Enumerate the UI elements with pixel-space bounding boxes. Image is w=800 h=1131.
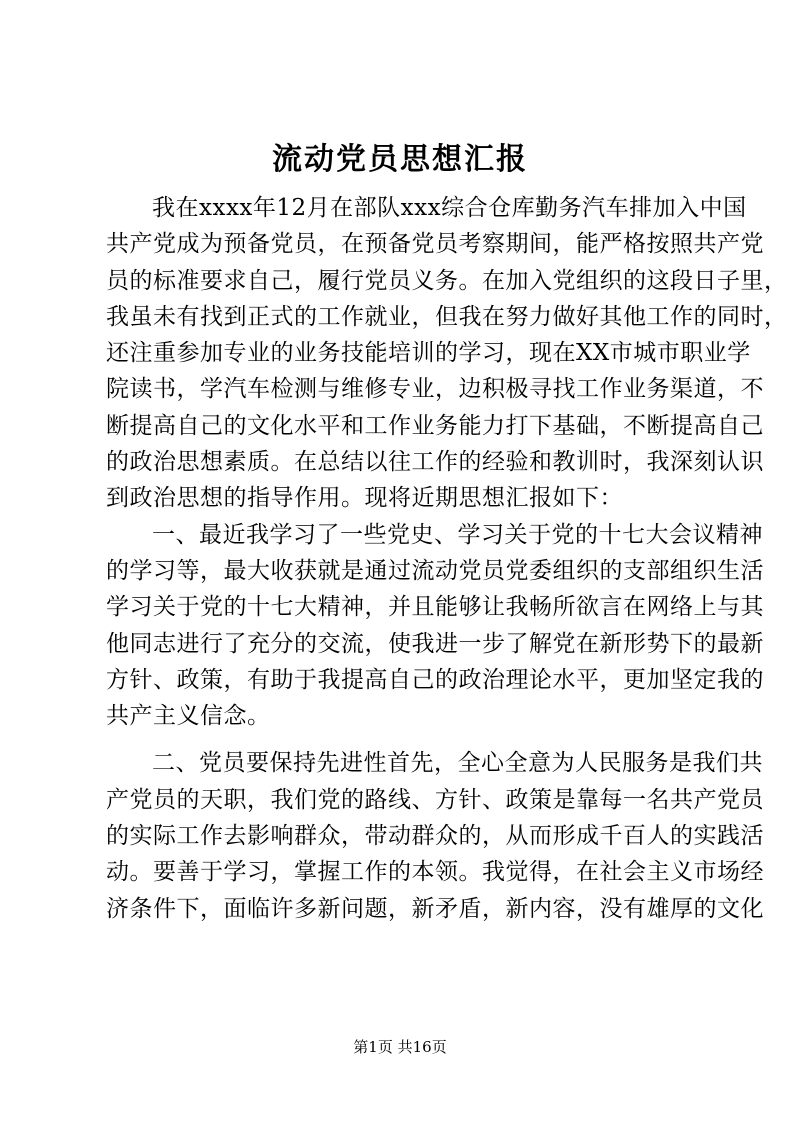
paragraph-line: 我在xxxx年12月在部队xxx综合仓库勤务汽车排加入中国 bbox=[152, 195, 747, 221]
paragraph-line: 二、党员要保持先进性首先，全心全意为人民服务是我们共 bbox=[152, 750, 763, 777]
paragraph-line: 的学习等，最大收获就是通过流动党员党委组织的支部组织生活 bbox=[106, 557, 764, 584]
paragraph-line: 动。要善于学习，掌握工作的本领。我觉得，在社会主义市场经 bbox=[106, 859, 764, 886]
document-body bbox=[106, 190, 788, 927]
paragraph-line: 的政治思想素质。在总结以往工作的经验和教训时，我深刻认识 bbox=[106, 449, 764, 476]
paragraph-line: 的实际工作去影响群众，带动群众的，从而形成千百人的实践活 bbox=[106, 823, 764, 850]
paragraph-gap bbox=[106, 734, 696, 745]
paragraph-line: 方针、政策，有助于我提高自己的政治理论水平，更加坚定我的 bbox=[106, 666, 764, 693]
paragraph-line: 院读书，学汽车检测与维修专业，边积极寻找工作业务渠道，不 bbox=[106, 376, 764, 403]
paragraph-line: 产党员的天职，我们党的路线、方针、政策是靠每一名共产党员 bbox=[106, 786, 764, 813]
document-title: 流动党员思想汇报 bbox=[272, 142, 528, 177]
paragraph-line: 到政治思想的指导作用。现将近期思想汇报如下： bbox=[106, 485, 623, 512]
page-number-footer: 第1页 共16页 bbox=[353, 1038, 447, 1056]
paragraph-line: 还注重参加专业的业务技能培训的学习，现在XX市城市职业学 bbox=[106, 340, 751, 367]
paragraph-line: 共产主义信念。 bbox=[106, 703, 271, 730]
paragraph-line: 断提高自己的文化水平和工作业务能力打下基础，不断提高自己 bbox=[106, 412, 764, 439]
paragraph-line: 员的标准要求自己，履行党员义务。在加入党组织的这段日子里， bbox=[106, 267, 788, 294]
paragraph-line: 学习关于党的十七大精神，并且能够让我畅所欲言在网络上与其 bbox=[106, 594, 764, 621]
paragraph-line: 一、最近我学习了一些党史、学习关于党的十七大会议精神 bbox=[152, 521, 763, 548]
paragraph-line: 共产党成为预备党员，在预备党员考察期间，能严格按照共产党 bbox=[106, 231, 764, 258]
paragraph-line: 济条件下，面临许多新问题，新矛盾，新内容，没有雄厚的文化 bbox=[106, 895, 764, 922]
paragraph-line: 他同志进行了充分的交流，使我进一步了解党在新形势下的最新 bbox=[106, 630, 764, 657]
paragraph-line: 我虽未有找到正式的工作就业，但我在努力做好其他工作的同时， bbox=[106, 303, 788, 330]
